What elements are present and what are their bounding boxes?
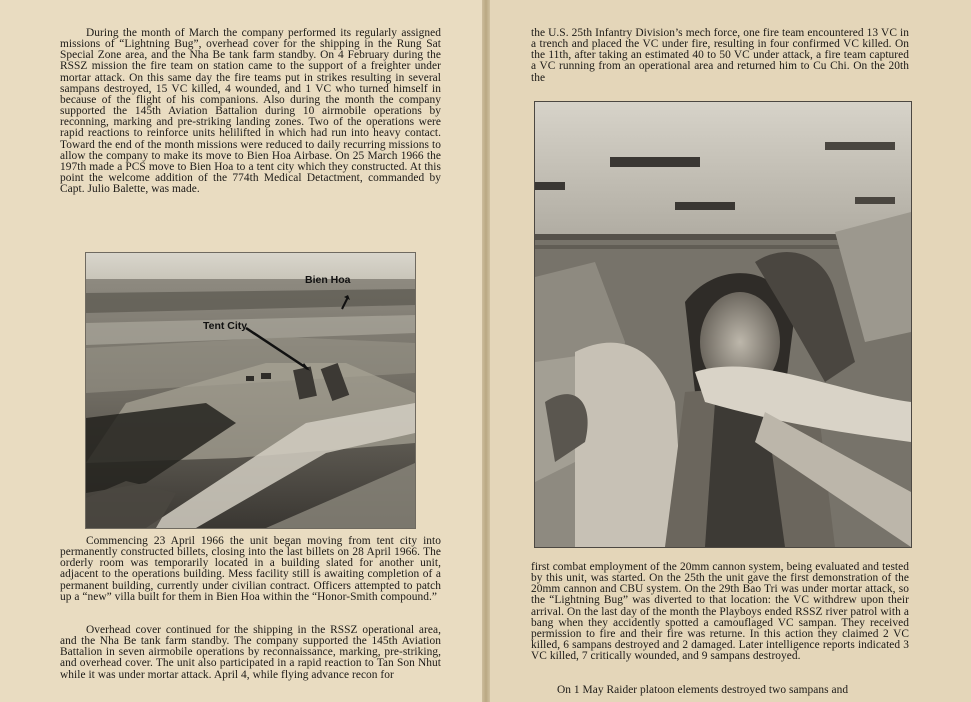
book-gutter — [482, 0, 490, 702]
captured-vc-photo — [534, 101, 912, 548]
bien-hoa-label: Bien Hoa — [305, 274, 351, 286]
left-paragraph-2: Commencing 23 April 1966 the unit began moving from tent city into permanently constructed billets, closing into the last billets on 28 April 1966. The orderly room was temporarily located in a building slated for another unit, adjacent to the operations building. Mess facility still is awaiting completion of a permanent building, currently under civilian contract. Officers attempted to patch up a “new” villa built for them in Bien Hoa within the “Honor-Smith compound.” — [60, 535, 441, 603]
left-paragraph-3: Overhead cover continued for the shipping in the RSSZ operational area, and the Nha Be tank farm standby. The company supported the 145th Aviation Battalion in seven airmobile operations by reconnaissance, marking, pre-striking, and overhead cover. The unit also participated in a rapid reaction to Tan Son Nhut while it was under mortar attack. April 4, while flying advance recon for — [60, 624, 441, 681]
tent-city-label: Tent City — [203, 320, 248, 332]
aerial-photo-tent-city — [85, 252, 416, 529]
right-paragraph-3: On 1 May Raider platoon elements destroyed two sampans and — [557, 684, 849, 696]
right-paragraph-1: the U.S. 25th Infantry Division’s mech force, one fire team encountered 13 VC in a trench and placed the VC under fire, resulting in four confirmed VC killed. On the 11th, after taking an estimated 40 to 50 VC under attack, a fire team captured a VC running from an operational area and returned him to Cu Chi. On the 20th the — [531, 27, 909, 84]
left-paragraph-1: During the month of March the company performed its regularly assigned missions of “Lightning Bug”, overhead cover for the shipping in the Rung Sat Special Zone area, and the Nha Be tank farm standby. On 4 February during the RSSZ mission the fire team on station came to the support of a freighter under mortar attack. On this same day the fire teams put in strikes resulting in several sampans destroyed, 15 VC killed, 4 wounded, and 1 VC who turned himself in because of the flight of his companions. Also during the month the company supported the 145th Aviation Battalion during 10 airmobile operations by reconning, marking and pre-striking landing zones. Two of the operations were rapid reactions to reinforce units helilifted in which had run into heavy contact. Toward the end of the month missions were reduced to daily recurring missions to allow the company to make its move to Bien Hoa Airbase. On 25 March 1966 the 197th made a PCS move to Bien Hoa to a tent city which they constructed. At this point the welcome addition of the 774th Medical Detactment, commanded by Capt. Julio Balette, was made. — [60, 27, 441, 196]
captured-vc-photo-graphic — [535, 102, 911, 547]
right-paragraph-2: first combat employment of the 20mm cannon system, being evaluated and tested by this unit, was started. On the 25th the unit gave the first demonstration of the 20mm cannon and CBU system. On the 29th Bao Tri was under mortar attack, so the “Lightning Bug” was diverted to that location: the VC withdrew upon their arrival. On the last day of the month the Playboys ended RSSZ river patrol with a bang when they accidently spotted a camouflaged VC sampan. They received permission to fire and their fire was returne. In this action they claimed 2 VC killed, 6 sampans destroyed and 2 damaged. Later intelligence reports indicated 3 VC killed, 7 critically wounded, and 9 sampans destroyed. — [531, 561, 909, 663]
aerial-photo-graphic — [86, 253, 415, 528]
